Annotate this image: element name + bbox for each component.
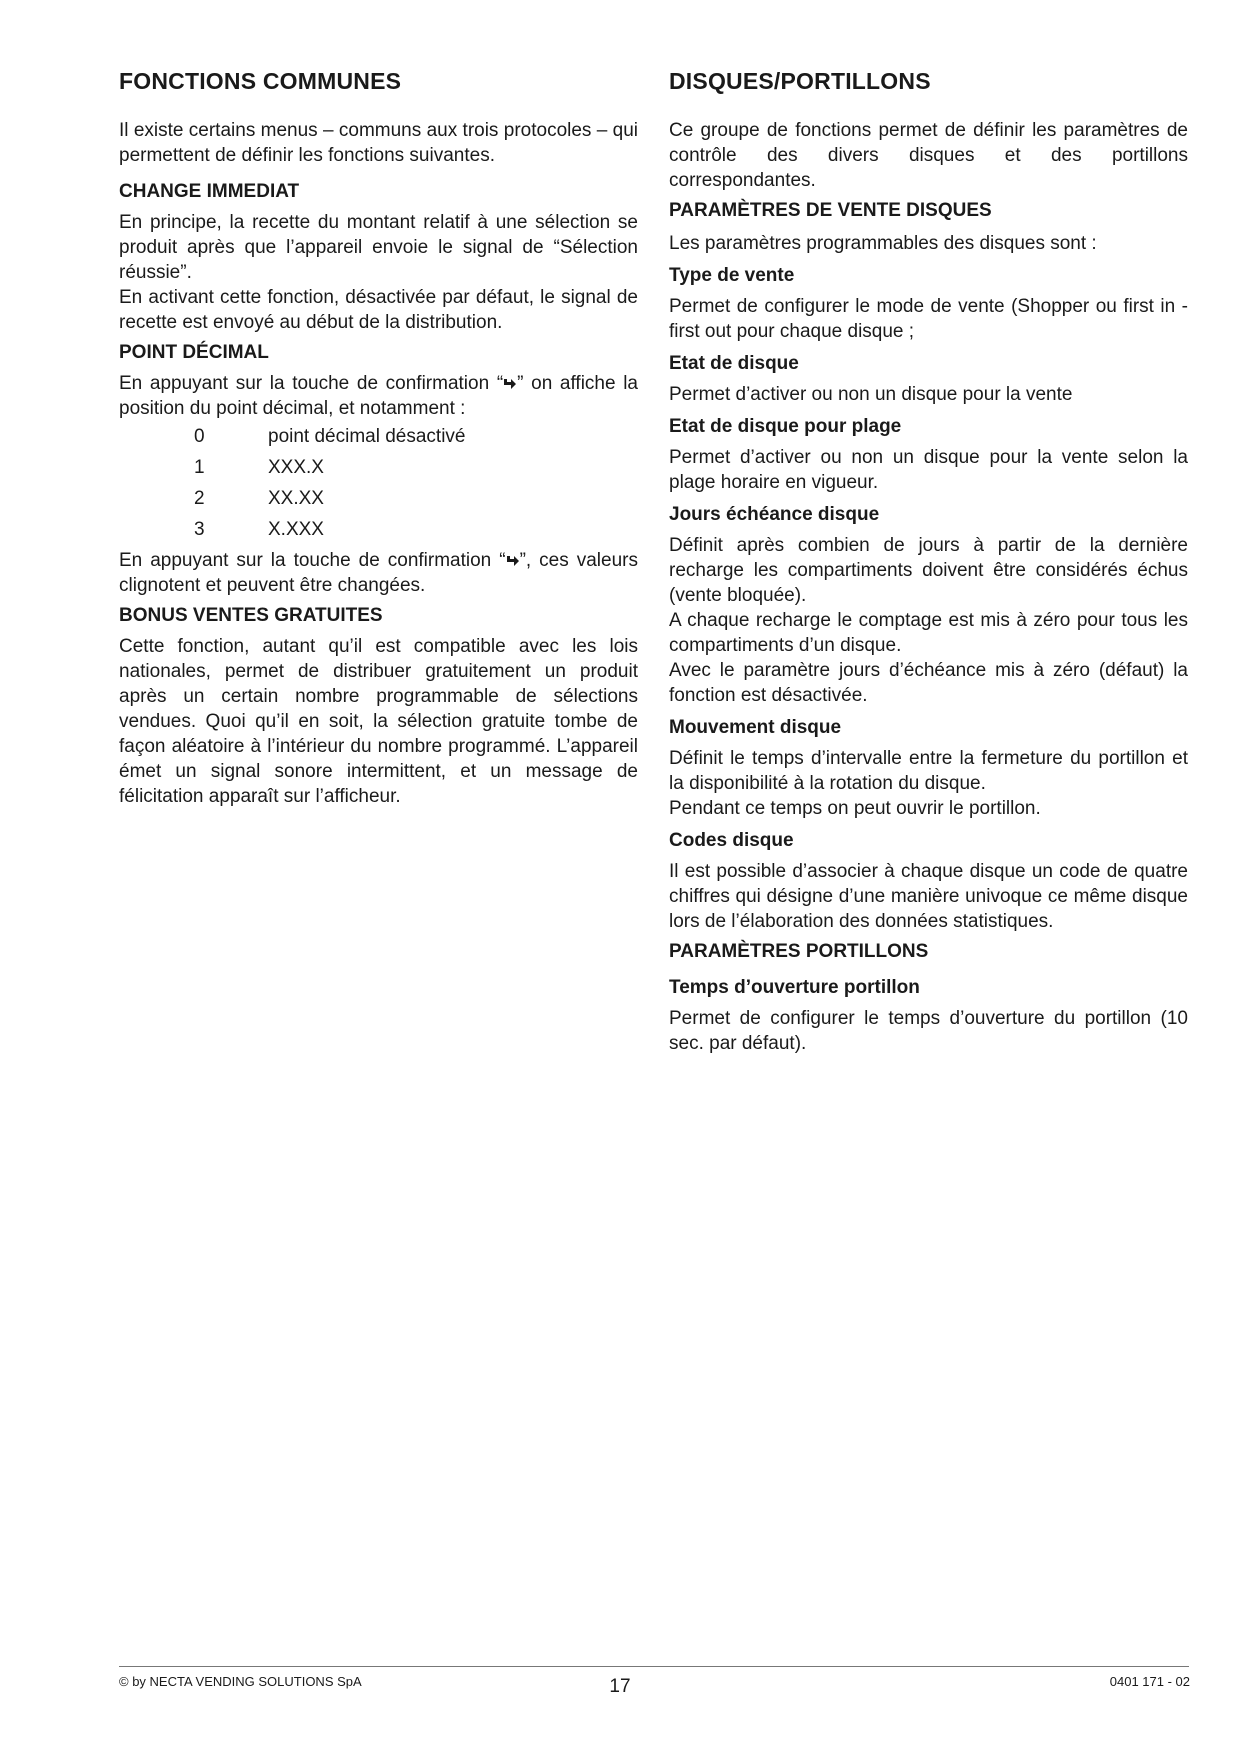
heading-temps-ouverture: Temps d’ouverture portillon (669, 977, 920, 998)
confirm-arrow-icon (506, 555, 520, 567)
heading-type-vente: Type de vente (669, 265, 795, 286)
footer-copyright: © by NECTA VENDING SOLUTIONS SpA (119, 1674, 362, 1689)
jours-paragraph-1: Définit après combien de jours à partir de la dernière recharge les compartiments doivent être considérés échus (vente bloquée). (669, 535, 1188, 606)
confirm-arrow-icon (503, 378, 517, 390)
decimal-row: 3 X.XXX (194, 519, 324, 540)
right-intro-paragraph: Ce groupe de fonctions permet de définir les paramètres de contrôle des divers disques et des portillons correspondantes. (669, 120, 1188, 191)
heading-change-immediat: CHANGE IMMEDIAT (119, 181, 300, 202)
point-paragraph-2: En appuyant sur la touche de confirmation “ ”, ces valeurs clignotent et peuvent être changées. (119, 550, 638, 596)
jours-paragraph-2: A chaque recharge le comptage est mis à zéro pour tous les compartiments d’un disque. (669, 610, 1188, 656)
heading-codes-disque: Codes disque (669, 830, 794, 851)
heading-parametres-portillons: PARAMÈTRES PORTILLONS (669, 941, 929, 962)
plage-paragraph: Permet d’activer ou non un disque pour la vente selon la plage horaire en vigueur. (669, 447, 1188, 493)
point-paragraph-1: En appuyant sur la touche de confirmation “ ” on affiche la position du point décimal, et notamment : (119, 373, 638, 419)
jours-paragraph-3: Avec le paramètre jours d’échéance mis à zéro (défaut) la fonction est désactivée. (669, 660, 1188, 706)
change-paragraph-2: En activant cette fonction, désactivée par défaut, le signal de recette est envoyé au début de la distribution. (119, 287, 638, 333)
intro-paragraph: Il existe certains menus – communs aux trois protocoles – qui permettent de définir les fonctions suivantes. (119, 120, 638, 166)
footer-divider (119, 1666, 1189, 1667)
section-title-disques-portillons: DISQUES/PORTILLONS (669, 68, 931, 94)
mouvement-paragraph-1: Définit le temps d’intervalle entre la fermeture du portillon et la disponibilité à la rotation du disque. (669, 748, 1188, 794)
bonus-paragraph: Cette fonction, autant qu’il est compatible avec les lois nationales, permet de distribuer gratuitement un produit après un certain nombre programmable de sélections vendues. Quoi qu’il en soit, la sélection gratuite tombe de façon aléatoire à l’intérieur du nombre programmé. L’appareil émet un signal sonore intermittent, et un message de félicitation apparaît sur l’afficheur. (119, 636, 638, 807)
left-column (119, 66, 638, 809)
footer-doc-number: 0401 171 - 02 (1109, 1674, 1190, 1689)
mouvement-paragraph-2: Pendant ce temps on peut ouvrir le portillon. (669, 798, 1041, 819)
etat-paragraph: Permet d’activer ou non un disque pour la vente (669, 384, 1073, 405)
heading-point-decimal: POINT DÉCIMAL (119, 342, 269, 363)
decimal-row: 2 XX.XX (194, 488, 324, 509)
heading-mouvement-disque: Mouvement disque (669, 717, 842, 738)
heading-parametres-vente: PARAMÈTRES DE VENTE DISQUES (669, 200, 992, 221)
decimal-row: 1 XXX.X (194, 457, 324, 478)
section-title-fonctions-communes: FONCTIONS COMMUNES (119, 68, 402, 94)
heading-jours-echeance: Jours échéance disque (669, 504, 880, 525)
type-paragraph: Permet de configurer le mode de vente (Shopper ou first in - first out pour chaque disque ; (669, 296, 1188, 342)
heading-etat-plage: Etat de disque pour plage (669, 416, 902, 437)
temps-paragraph: Permet de configurer le temps d’ouverture du portillon (10 sec. par défaut). (669, 1008, 1188, 1054)
change-paragraph-1: En principe, la recette du montant relatif à une sélection se produit après que l’appareil envoie le signal de “Sélection réussie”. (119, 212, 638, 283)
codes-paragraph: Il est possible d’associer à chaque disque un code de quatre chiffres qui désigne d’une manière univoque ce même disque lors de l’élaboration des données statistiques. (669, 861, 1188, 932)
page-number: 17 (609, 1676, 631, 1697)
right-column (669, 66, 1188, 1056)
heading-bonus-ventes: BONUS VENTES GRATUITES (119, 605, 383, 626)
vente-intro: Les paramètres programmables des disques sont : (669, 233, 1097, 254)
decimal-table (119, 424, 638, 542)
decimal-row: 0 point décimal désactivé (194, 426, 466, 447)
heading-etat-disque: Etat de disque (669, 353, 799, 374)
